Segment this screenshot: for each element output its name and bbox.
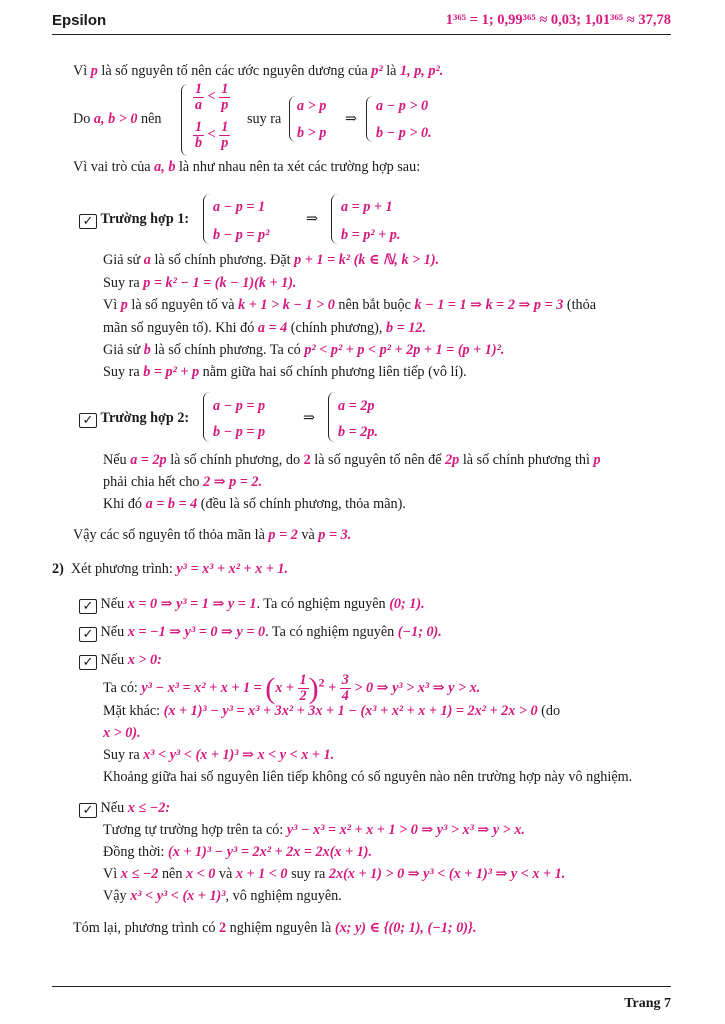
bullet-3-line3: x > 0). <box>103 725 141 741</box>
case1-line5: Giả sử b là số chính phương. Ta có p² < p² + p < p² + 2p + 1 = (p + 1)². <box>103 342 505 358</box>
case1-line1: Giả sử a là số chính phương. Đặt p + 1 = k² (k ∈ ℕ, k > 1). <box>103 252 440 268</box>
bullet-4-line3: Vì x ≤ −2 nên x < 0 và x + 1 < 0 suy ra 2x(x + 1) > 0 ⇒ y³ < (x + 1)³ ⇒ y < x + 1. <box>103 866 566 882</box>
math: b > p <box>297 125 327 141</box>
frac-ineq-2: $\frac{1}{b}$ < $\frac{1}{p}$ <box>195 119 229 151</box>
para-divisors <box>73 63 443 80</box>
math: b − p = p² <box>213 227 270 243</box>
bullet-3-line2: Mặt khác: (x + 1)³ − y³ = x³ + 3x² + 3x + 1 − (x³ + x² + x + 1) = 2x² + 2x > 0 (do <box>103 703 561 719</box>
fraction: $\frac{1}{p}$ <box>221 119 229 151</box>
checkbox-icon: ✓ <box>79 599 97 614</box>
case2-line1: Nếu a = 2p là số chính phương, do 2 là số nguyên tố nên để 2p là số chính phương thì p <box>103 452 601 468</box>
math: b − p > 0. <box>376 125 432 141</box>
case1-line3: Vì p là số nguyên tố và k + 1 > k − 1 > 0 nên bắt buộc k − 1 = 1 ⇒ k = 2 ⇒ p = 3 (thỏa <box>103 297 597 313</box>
bullet-3: ✓ Nếu x > 0: <box>79 652 162 670</box>
text: là <box>386 63 397 79</box>
math: p <box>90 63 98 79</box>
header-rule <box>52 34 671 35</box>
checkbox-icon: ✓ <box>79 214 97 229</box>
bullet-4-line1: Tương tự trường hợp trên ta có: y³ − x³ = x² + x + 1 > 0 ⇒ y³ > x³ ⇒ y > x. <box>103 822 525 838</box>
case2-heading: ✓ Trường hợp 2: <box>79 410 189 428</box>
brace <box>328 392 337 442</box>
math: 1, p, p². <box>400 63 444 79</box>
math: a > p <box>297 98 327 114</box>
text: nên <box>141 111 162 127</box>
case1-line4: mãn số nguyên tố). Khi đó a = 4 (chính phương), b = 12. <box>103 320 426 336</box>
para-roles: Vì vai trò của a, b là như nhau nên ta xét các trường hợp sau: <box>73 159 421 175</box>
bullet-1: ✓ Nếu x = 0 ⇒ y³ = 1 ⇒ y = 1. Ta có nghiệm nguyên (0; 1). <box>79 596 425 614</box>
fraction: $\frac{1}{b}$ <box>195 119 203 151</box>
conclusion-1: Vậy các số nguyên tố thỏa mãn là p = 2 và p = 3. <box>73 527 352 543</box>
bullet-4: ✓ Nếu x ≤ −2: <box>79 800 170 818</box>
section-2-heading: 2) Xét phương trình: y³ = x³ + x² + x + 1. <box>52 561 289 577</box>
implies: ⇒ <box>306 211 318 227</box>
para-do <box>73 111 162 128</box>
text: suy ra <box>247 111 282 127</box>
bullet-4-line2: Đồng thời: (x + 1)³ − y³ = 2x² + 2x = 2x(x + 1). <box>103 844 373 860</box>
math: a = 2p <box>338 398 375 414</box>
text: Vì <box>73 63 88 79</box>
case1-line6: Suy ra b = p² + p nằm giữa hai số chính phương liên tiếp (vô lí). <box>103 364 467 380</box>
math: b − p = p <box>213 424 266 440</box>
bullet-3-line5: Khoảng giữa hai số nguyên liên tiếp không có số nguyên nào nên trường hợp này vô nghiệm. <box>103 769 633 785</box>
fraction: $\frac{1}{p}$ <box>221 81 229 113</box>
final-conclusion: Tóm lại, phương trình có 2 nghiệm nguyên là (x; y) ∈ {(0; 1), (−1; 0)}. <box>73 920 477 936</box>
case2-line2: phải chia hết cho 2 ⇒ p = 2. <box>103 474 263 490</box>
text: Do <box>73 111 91 127</box>
implies: ⇒ <box>345 111 357 127</box>
fraction: $\frac{1}{2}$ <box>299 672 307 705</box>
brace <box>366 96 375 142</box>
math: a = p + 1 <box>341 199 393 215</box>
math: a − p = p <box>213 398 266 414</box>
math: b = p² + p. <box>341 227 401 243</box>
case2-line3: Khi đó a = b = 4 (đều là số chính phương, thỏa mãn). <box>103 496 406 512</box>
checkbox-icon: ✓ <box>79 803 97 818</box>
text: là số nguyên tố nên các ước nguyên dương của <box>101 63 368 79</box>
implies: ⇒ <box>303 410 315 426</box>
header-formula: 1³⁶⁵ = 1; 0,99³⁶⁵ ≈ 0,03; 1,01³⁶⁵ ≈ 37,78 <box>445 12 671 28</box>
bullet-3-line4: Suy ra x³ < y³ < (x + 1)³ ⇒ x < y < x + 1. <box>103 747 335 763</box>
header-title: Epsilon <box>52 12 107 29</box>
footer-rule <box>52 986 671 987</box>
math: a, b > 0 <box>93 111 138 127</box>
fraction: $\frac{1}{a}$ <box>195 81 203 113</box>
checkbox-icon: ✓ <box>79 627 97 642</box>
bullet-4-line4: Vậy x³ < y³ < (x + 1)³, vô nghiệm nguyên. <box>103 888 342 904</box>
math: b = 2p. <box>338 424 379 440</box>
case1-line2: Suy ra p = k² − 1 = (k − 1)(k + 1). <box>103 275 297 291</box>
page-number: Trang 7 <box>624 996 671 1011</box>
bullet-2: ✓ Nếu x = −1 ⇒ y³ = 0 ⇒ y = 0. Ta có nghiệm nguyên (−1; 0). <box>79 624 442 642</box>
brace <box>203 392 212 442</box>
brace <box>181 84 190 156</box>
bullet-3-line1: Ta có: y³ − x³ = x² + x + 1 = (x + $\frac{1}{2}$ )$^2$ + $\frac{3}{4}$ > 0 ⇒ y³ > x³ ⇒ y > x. <box>103 672 481 705</box>
brace <box>331 194 340 244</box>
math: a − p = 1 <box>213 199 266 215</box>
checkbox-icon: ✓ <box>79 413 97 428</box>
fraction: $\frac{3}{4}$ <box>341 672 349 705</box>
case1-heading: ✓ Trường hợp 1: <box>79 211 189 229</box>
brace <box>203 194 212 244</box>
checkbox-icon: ✓ <box>79 655 97 670</box>
math: a − p > 0 <box>376 98 429 114</box>
math: p² <box>371 63 383 79</box>
frac-ineq-1: $\frac{1}{a}$ < $\frac{1}{p}$ <box>195 81 229 113</box>
